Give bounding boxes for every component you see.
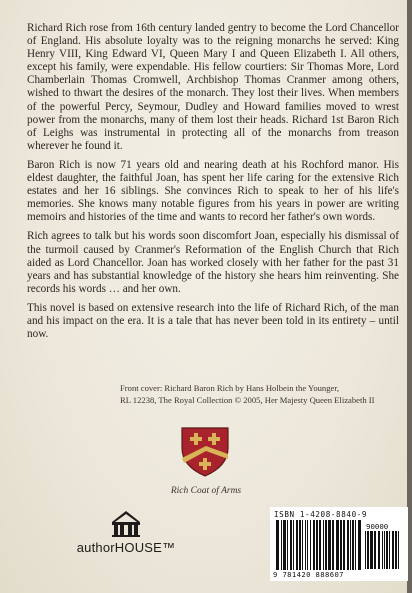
blurb-paragraph: Baron Rich is now 71 years old and nearing death at his Rochford manor. His eldest daughter, the faithful Joan, has spent her life caring for the extensive Rich estates and her 16 siblings. She convinces Rich to speak to her of his life's memories. She knows many notable figures from his years in power are writing memoirs and histories of the time and wants to record her father's own words. xyxy=(27,158,399,224)
blurb-paragraph: Rich agrees to talk but his words soon discomfort Joan, especially his dismissal of the turmoil caused by Cranmer's Reformation of the English Church that Rich aided as Lord Chancellor. Joan has worked closely with her father for the past 31 years and has substantial knowledge of the history she hears him reinventing. She records his words … and her own. xyxy=(27,230,399,295)
barcode-bars-icon xyxy=(276,520,362,570)
cover-credit xyxy=(120,383,410,406)
blurb-text xyxy=(27,22,399,347)
cover-credit-line: RL 12238, The Royal Collection © 2005, Her Majesty Queen Elizabeth II xyxy=(120,394,375,405)
isbn-barcode xyxy=(270,507,408,581)
authorhouse-logo-icon xyxy=(108,508,144,538)
publisher-logo xyxy=(76,508,176,555)
ean-number: 9 781420 888607 xyxy=(273,570,344,579)
coat-of-arms-icon xyxy=(176,424,234,478)
coat-of-arms-caption: Rich Coat of Arms xyxy=(170,486,242,496)
cover-spine-edge xyxy=(407,0,412,593)
cover-credit-line: Front cover: Richard Baron Rich by Hans Holbein the Younger, xyxy=(120,383,340,393)
blurb-paragraph: Richard Rich rose from 16th century landed gentry to become the Lord Chancellor of England. His absolute loyalty was to the reigning monarchs he served: King Henry VIII, King Edward VI, Queen Mary I and Queen Elizabeth I. All others, except his family, were expendable. His fellow courtiers: Sir Thomas More, Lord Chamberlain Thomas Cromwell, Archbishop Thomas Cranmer among others, wished to thwart the desires of the monarch. They lost their lives. When members of the powerful Percy, Seymour, Dudley and Howard families moved to wrest power from the monarchs, many of them lost their heads. Richard 1st Baron Rich of Leighs was instrumental in protecting all of the monarchs from treason wherever he found it. xyxy=(27,22,399,152)
blurb-paragraph: This novel is based on extensive research into the life of Richard Rich, of the man and his impact on the era. It is a tale that has never been told in its entirety – until now. xyxy=(27,301,399,341)
barcode-addon-bars-icon xyxy=(365,531,403,569)
isbn-number: ISBN 1-4208-8840-9 xyxy=(274,510,368,519)
publisher-name: authorHOUSE™ xyxy=(76,540,176,555)
barcode-price-code: 90000 xyxy=(366,522,389,531)
